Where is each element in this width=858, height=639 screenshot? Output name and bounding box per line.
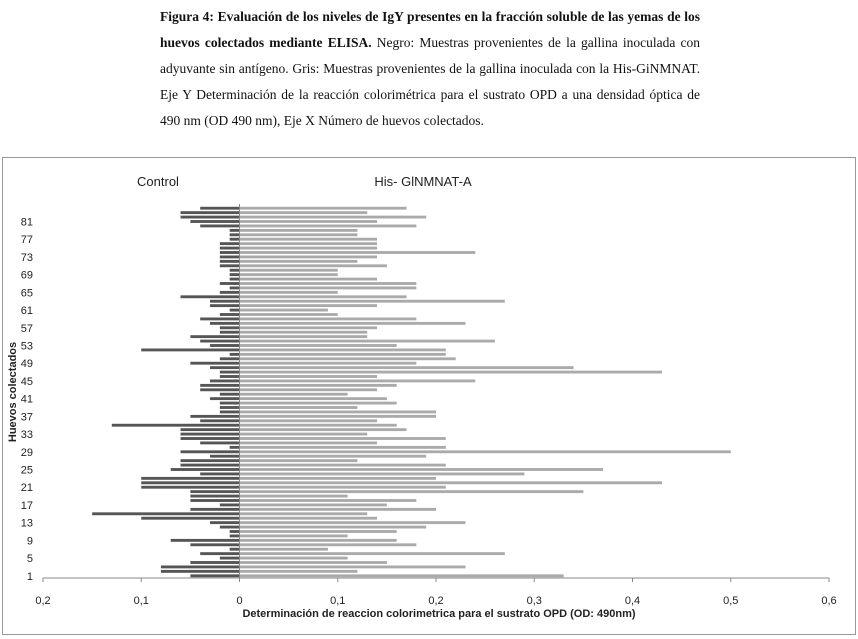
x-tick-label: 0,3	[526, 595, 542, 607]
sample-bar-23	[240, 477, 437, 480]
control-bar-35	[112, 424, 240, 427]
control-bar-43	[200, 388, 239, 391]
y-tick-label: 37	[20, 411, 33, 424]
sample-bar-31	[240, 441, 378, 444]
y-tick-label: 49	[20, 358, 33, 371]
control-bar-46	[220, 375, 240, 378]
sample-bar-42	[240, 393, 348, 396]
control-bar-71	[220, 264, 240, 267]
y-tick-label: 53	[20, 340, 33, 353]
control-bar-82	[181, 216, 240, 219]
control-bar-72	[220, 260, 240, 263]
sample-bar-29	[240, 450, 731, 453]
control-bar-57	[220, 326, 240, 329]
control-bar-14	[141, 517, 239, 520]
control-bar-80	[200, 224, 239, 227]
control-bar-29	[181, 450, 240, 453]
control-bar-62	[210, 304, 239, 307]
control-bar-25	[171, 468, 240, 471]
control-bar-52	[141, 348, 239, 351]
sample-bar-37	[240, 415, 437, 418]
control-bar-3	[161, 565, 240, 568]
sample-bar-16	[240, 508, 437, 511]
control-bar-49	[190, 362, 239, 365]
control-bar-17	[220, 503, 240, 506]
sample-bar-41	[240, 397, 387, 400]
y-tick-label: 13	[20, 517, 33, 530]
control-bar-4	[190, 561, 239, 564]
x-tick-label: 0,1	[330, 595, 346, 607]
sample-bar-53	[240, 344, 397, 347]
x-tick-label: 0	[236, 595, 243, 607]
control-bar-19	[190, 495, 239, 498]
sample-bar-60	[240, 313, 338, 316]
sample-bar-26	[240, 464, 446, 467]
control-bar-24	[200, 472, 239, 475]
control-bar-26	[181, 464, 240, 467]
sample-bar-9	[240, 539, 397, 542]
sample-bar-14	[240, 517, 378, 520]
y-tick-label: 1	[26, 570, 33, 583]
caption-bold-text: Evaluación de los niveles de IgY presentes en la fracción soluble de las yemas de los huevos colectados mediante ELISA.	[160, 9, 700, 50]
sample-bar-6	[240, 552, 505, 555]
sample-bar-56	[240, 331, 368, 334]
control-bar-81	[190, 220, 239, 223]
sample-bar-50	[240, 357, 456, 360]
control-bar-23	[141, 477, 239, 480]
sample-bar-27	[240, 459, 358, 462]
control-bar-45	[210, 379, 239, 382]
legend-label-control: Control	[137, 174, 179, 189]
sample-bar-63	[240, 300, 505, 303]
sample-bar-84	[240, 207, 407, 210]
x-tick-label: 0,1	[133, 595, 149, 607]
y-tick-label: 73	[20, 251, 33, 264]
y-tick-label: 45	[20, 375, 33, 388]
control-bar-30	[230, 446, 240, 449]
sample-bar-62	[240, 304, 378, 307]
control-bar-33	[181, 433, 240, 436]
control-bar-10	[230, 534, 240, 537]
y-tick-label: 41	[20, 393, 33, 406]
sample-bar-21	[240, 486, 446, 489]
sample-bar-4	[240, 561, 387, 564]
control-bar-64	[181, 295, 240, 298]
sample-bar-17	[240, 503, 387, 506]
control-bar-8	[190, 543, 239, 546]
y-tick-label: 57	[20, 322, 33, 335]
sample-bar-32	[240, 437, 446, 440]
sample-bar-64	[240, 295, 407, 298]
control-bar-2	[161, 570, 240, 573]
control-bar-31	[200, 441, 239, 444]
sample-bar-79	[240, 229, 358, 232]
y-tick-label: 9	[26, 535, 33, 548]
sample-bar-40	[240, 402, 397, 405]
sample-bar-74	[240, 251, 476, 254]
control-bar-34	[181, 428, 240, 431]
sample-bar-36	[240, 419, 378, 422]
control-bar-1	[190, 574, 239, 577]
control-bar-76	[220, 242, 240, 245]
sample-bar-35	[240, 424, 397, 427]
sample-bar-52	[240, 348, 446, 351]
control-bar-63	[210, 300, 239, 303]
control-bar-83	[181, 211, 240, 214]
figure-caption	[160, 4, 700, 134]
control-bar-77	[230, 238, 240, 241]
control-bar-22	[141, 481, 239, 484]
control-bar-39	[220, 406, 240, 409]
y-tick-label: 77	[20, 234, 33, 247]
control-bar-74	[220, 251, 240, 254]
legend-label-sample: His- GlNMNAT-A	[374, 174, 472, 189]
control-bar-79	[230, 229, 240, 232]
caption-body: Negro: Muestras provenientes de la gallina inoculada con adyuvante sin antígeno. Gris: Muestras provenientes de la gallina inoculada con la His-GiNMNAT. Eje Y Determinación de la reacción colorimétrica para el sustrato OPD a una densidad óptica de 490 nm (OD 490 nm), Eje X Número de huevos colectados.	[160, 35, 700, 128]
sample-bar-20	[240, 490, 584, 493]
y-tick-label: 65	[20, 287, 33, 300]
control-bar-20	[190, 490, 239, 493]
sample-bar-45	[240, 379, 476, 382]
sample-bar-61	[240, 309, 328, 312]
control-bar-12	[220, 526, 240, 529]
sample-bar-38	[240, 410, 437, 413]
sample-bar-65	[240, 291, 338, 294]
sample-bar-19	[240, 495, 348, 498]
control-bar-50	[220, 357, 240, 360]
sample-bar-49	[240, 362, 417, 365]
sample-bar-44	[240, 384, 397, 387]
sample-bar-55	[240, 335, 368, 338]
sample-bar-47	[240, 371, 662, 374]
sample-bar-1	[240, 574, 564, 577]
y-tick-label: 17	[20, 499, 33, 512]
sample-bar-82	[240, 216, 427, 219]
sample-bar-25	[240, 468, 604, 471]
y-tick-label: 33	[20, 429, 33, 442]
control-bar-70	[230, 269, 240, 272]
sample-bar-77	[240, 238, 378, 241]
control-bar-5	[220, 557, 240, 560]
sample-bar-72	[240, 260, 358, 263]
sample-bar-8	[240, 543, 417, 546]
control-bar-47	[220, 371, 240, 374]
sample-bar-71	[240, 264, 387, 267]
control-bar-48	[210, 366, 239, 369]
sample-bar-39	[240, 406, 358, 409]
sample-bar-34	[240, 428, 407, 431]
sample-bar-33	[240, 433, 368, 436]
sample-bar-67	[240, 282, 417, 285]
control-bar-9	[171, 539, 240, 542]
sample-bar-3	[240, 565, 466, 568]
chart-frame	[2, 157, 856, 635]
control-bar-67	[220, 282, 240, 285]
x-tick-label: 0,4	[624, 595, 641, 607]
control-bar-60	[220, 313, 240, 316]
control-bar-41	[210, 397, 239, 400]
sample-bar-43	[240, 388, 378, 391]
sample-bar-30	[240, 446, 446, 449]
sample-bar-83	[240, 211, 368, 214]
control-bar-59	[200, 317, 239, 320]
sample-bar-69	[240, 273, 338, 276]
sample-bar-12	[240, 526, 427, 529]
control-bar-42	[220, 393, 240, 396]
control-bar-27	[181, 459, 240, 462]
sample-bar-58	[240, 322, 466, 325]
control-bar-13	[210, 521, 239, 524]
control-bar-66	[230, 286, 240, 289]
sample-bar-2	[240, 570, 358, 573]
control-bar-75	[220, 247, 240, 250]
y-tick-label: 5	[26, 553, 33, 566]
sample-bar-80	[240, 224, 417, 227]
x-axis-title: Determinación de reaccion colorimetrica para el sustrato OPD (OD: 490nm)	[242, 608, 636, 620]
sample-bar-78	[240, 233, 358, 236]
control-bar-15	[92, 512, 239, 515]
control-bar-53	[210, 344, 239, 347]
x-tick-label: 0,2	[428, 595, 444, 607]
control-bar-38	[220, 410, 240, 413]
y-tick-label: 21	[20, 482, 33, 495]
sample-bar-13	[240, 521, 466, 524]
control-bar-28	[210, 455, 239, 458]
sample-bar-81	[240, 220, 378, 223]
sample-bar-54	[240, 340, 495, 343]
sample-bar-28	[240, 455, 427, 458]
y-tick-label: 69	[20, 269, 33, 282]
control-bar-18	[190, 499, 239, 502]
control-bar-51	[230, 353, 240, 356]
caption-label: Figura 4:	[160, 9, 214, 24]
sample-bar-75	[240, 247, 378, 250]
control-bar-58	[210, 322, 239, 325]
sample-bar-48	[240, 366, 574, 369]
control-bar-40	[220, 402, 240, 405]
control-bar-68	[230, 278, 240, 281]
control-bar-32	[181, 437, 240, 440]
x-tick-label: 0,2	[35, 595, 51, 607]
sample-bar-66	[240, 286, 417, 289]
control-bar-36	[200, 419, 239, 422]
sample-bar-11	[240, 530, 397, 533]
control-bar-37	[190, 415, 239, 418]
sample-bar-59	[240, 317, 417, 320]
y-tick-label: 61	[20, 305, 33, 318]
sample-bar-70	[240, 269, 338, 272]
sample-bar-18	[240, 499, 417, 502]
control-bar-78	[230, 233, 240, 236]
sample-bar-68	[240, 278, 378, 281]
control-bar-55	[190, 335, 239, 338]
sample-bar-57	[240, 326, 378, 329]
control-bar-21	[141, 486, 239, 489]
sample-bar-15	[240, 512, 368, 515]
sample-bar-73	[240, 255, 378, 258]
sample-bar-24	[240, 472, 525, 475]
sample-bar-10	[240, 534, 348, 537]
sample-bar-46	[240, 375, 378, 378]
control-bar-54	[200, 340, 239, 343]
sample-bar-22	[240, 481, 662, 484]
control-bar-73	[220, 255, 240, 258]
bar-chart	[3, 158, 855, 634]
control-bar-61	[230, 309, 240, 312]
x-tick-label: 0,6	[821, 595, 837, 607]
y-tick-label: 81	[20, 216, 33, 229]
control-bar-84	[200, 207, 239, 210]
control-bar-6	[200, 552, 239, 555]
control-bar-7	[230, 548, 240, 551]
x-tick-label: 0,5	[723, 595, 739, 607]
y-axis-title: Huevos colectados	[7, 341, 19, 443]
control-bar-16	[190, 508, 239, 511]
control-bar-56	[220, 331, 240, 334]
y-tick-label: 29	[20, 446, 33, 459]
control-bar-69	[230, 273, 240, 276]
y-tick-label: 25	[20, 464, 33, 477]
control-bar-44	[200, 384, 239, 387]
sample-bar-51	[240, 353, 446, 356]
control-bar-11	[230, 530, 240, 533]
control-bar-65	[220, 291, 240, 294]
sample-bar-7	[240, 548, 328, 551]
sample-bar-5	[240, 557, 348, 560]
sample-bar-76	[240, 242, 378, 245]
